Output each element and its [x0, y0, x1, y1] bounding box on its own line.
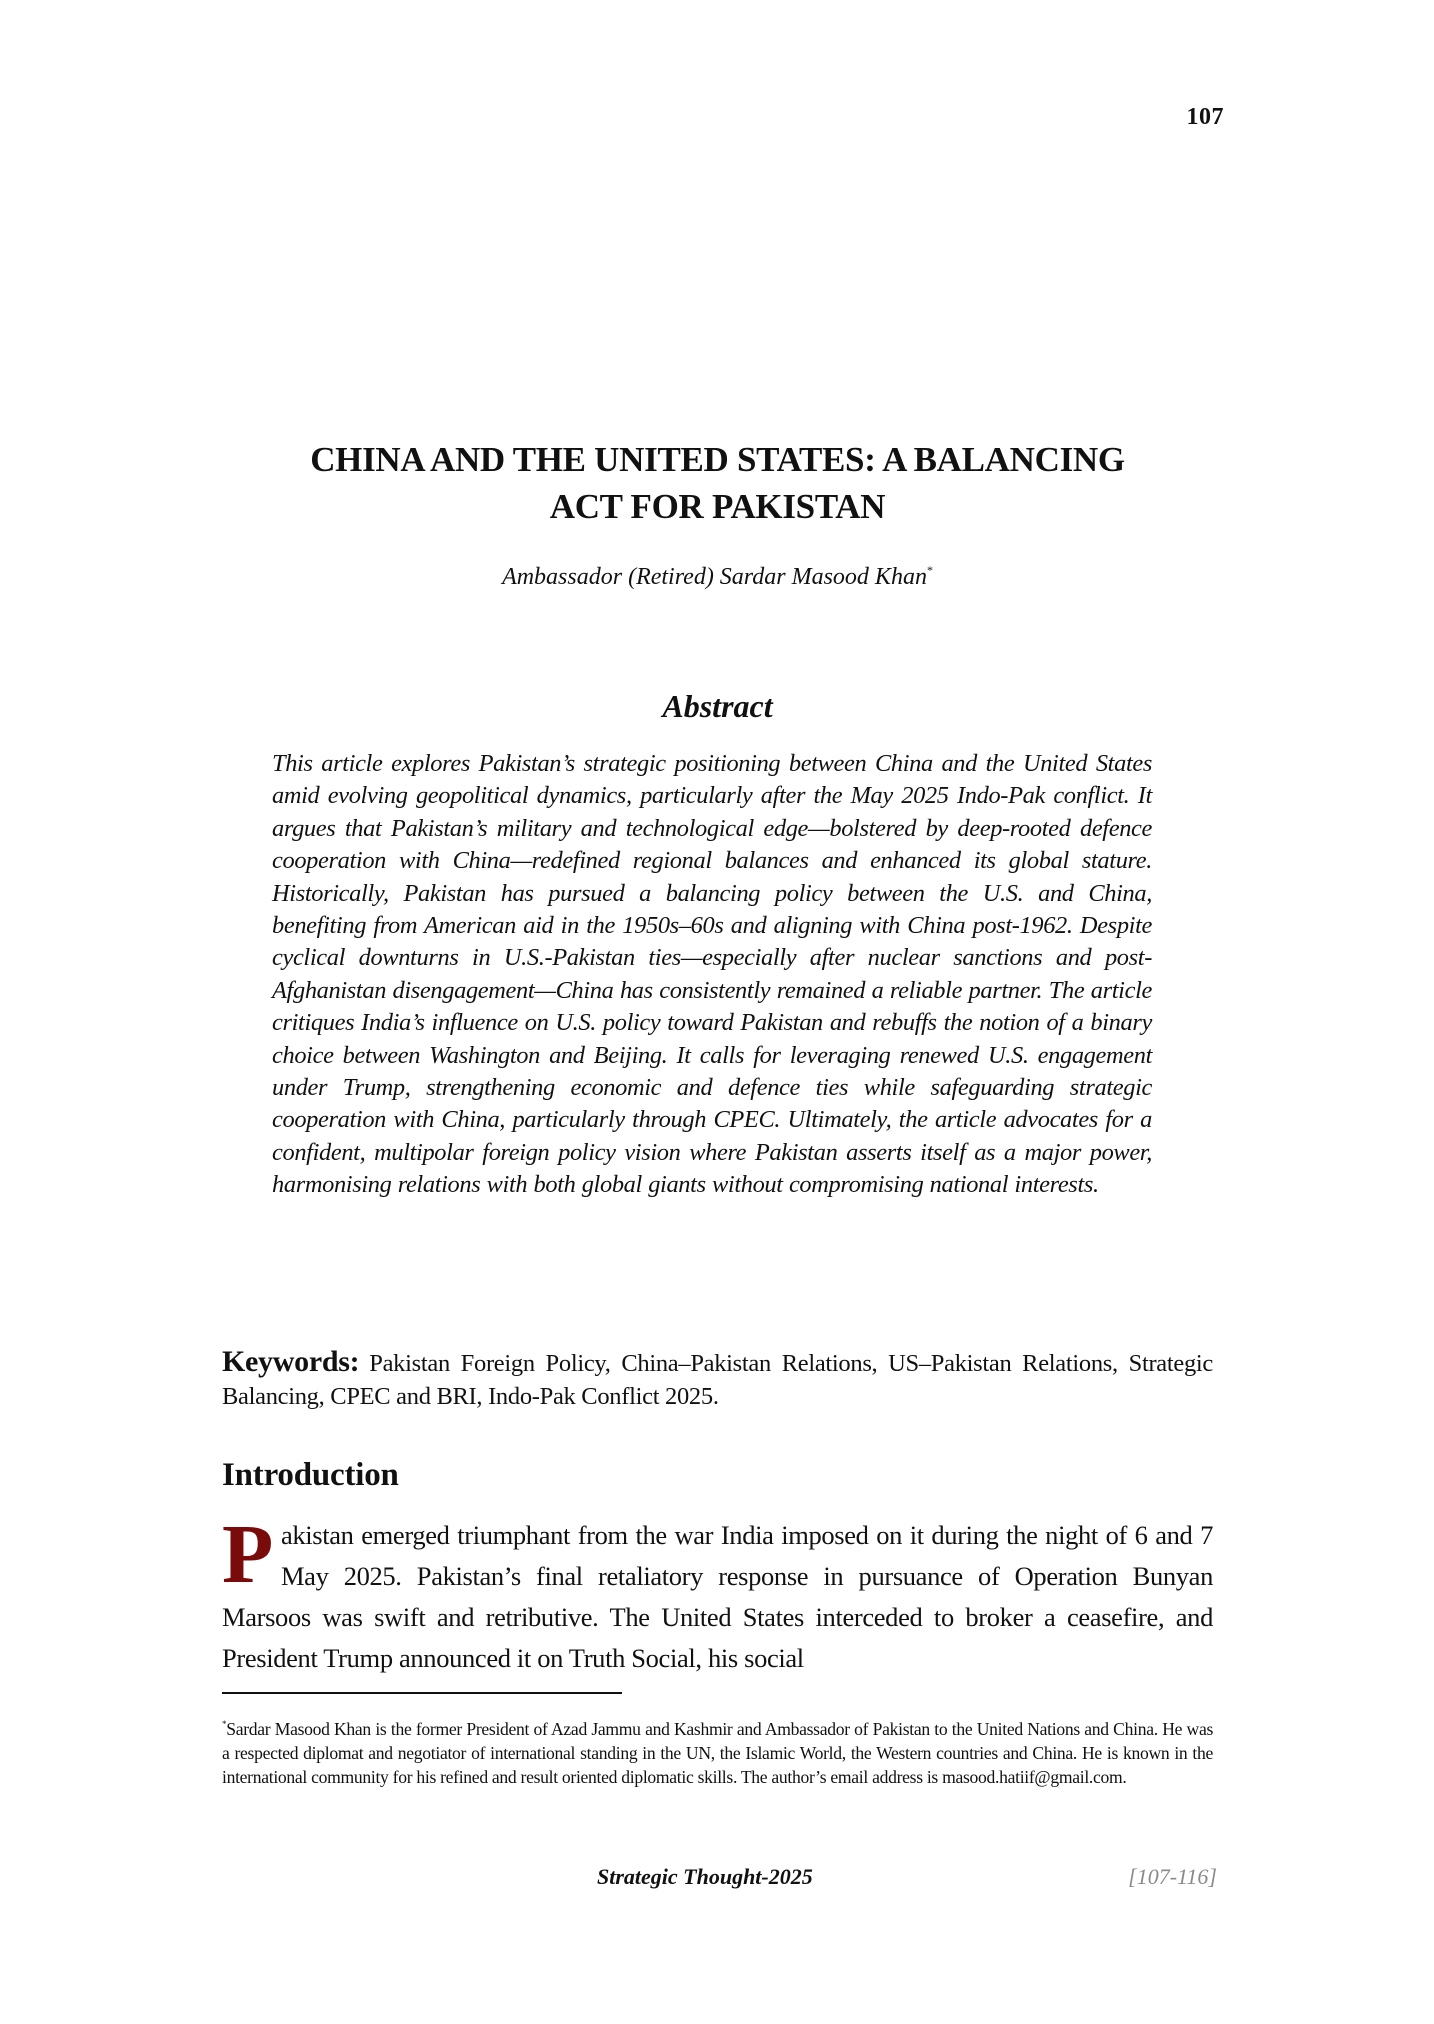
author-name: Ambassador (Retired) Sardar Masood Khan: [502, 564, 927, 590]
footnote: [222, 1712, 1213, 1789]
footnote-text: Sardar Masood Khan is the former President of Azad Jammu and Kashmir and Ambassador of Pakistan to the United Nations and China. He was a respected diplomat and negotiator of international standing in the UN, the Islamic World, the Western countries and China. He is known in the international community for his refined and result oriented diplomatic skills. The author’s email address is masood.hatiif@gmail.com.: [222, 1719, 1213, 1787]
author-footnote-marker[interactable]: *: [926, 563, 933, 577]
abstract-heading: Abstract: [662, 688, 773, 724]
drop-cap: P: [222, 1508, 273, 1601]
abstract-text: This article explores Pakistan’s strategic positioning between China and the United States amid evolving geopolitical dynamics, particularly after the May 2025 Indo-Pak conflict. It argues that Pakistan’s military and technological edge—bolstered by deep-rooted defence cooperation with China—redefined regional balances and enhanced its global stature. Historically, Pakistan has pursued a balancing policy between the U.S. and China, benefiting from American aid in the 1950s–60s and aligning with China post-1962. Despite cyclical downturns in U.S.-Pakistan ties—especially after nuclear sanctions and post-Afghanistan disengagement—China has consistently remained a reliable partner. The article critiques India’s influence on U.S. policy toward Pakistan and rebuffs the notion of a binary choice between Washington and Beijing. It calls for leveraging renewed U.S. engagement under Trump, strengthening economic and defence ties while safeguarding strategic cooperation with China, particularly through CPEC. Ultimately, the article advocates for a confident, multipolar foreign policy vision where Pakistan asserts itself as a major power, harmonising relations with both global giants without compromising national interests.: [272, 750, 1152, 1199]
introduction-paragraph: [222, 1508, 1213, 1679]
introduction-text: akistan emerged triumphant from the war India imposed on it during the night of 6 and 7 May 2025. Pakistan’s final retaliatory response in pursuance of Operation Bunyan Marsoos was swift and retributive. The United States interceded to broker a ceasefire, and President Trump announced it on Truth Social, his social: [222, 1520, 1213, 1673]
author-byline: [222, 563, 1213, 591]
keywords-text: Pakistan Foreign Policy, China–Pakistan Relations, US–Pakistan Relations, Strategic Balancing, CPEC and BRI, Indo-Pak Conflict 2025.: [222, 1350, 1213, 1410]
keywords: [222, 1345, 1213, 1413]
page-number: 107: [1186, 104, 1224, 130]
article-title-line-1: CHINA AND THE UNITED STATES: A BALANCING: [310, 440, 1125, 479]
footer-journal-name: Strategic Thought-2025: [597, 1864, 813, 1889]
section-heading-introduction: Introduction: [222, 1457, 399, 1493]
article-title-line-2: ACT FOR PAKISTAN: [549, 487, 886, 526]
footnote-divider: [222, 1692, 622, 1694]
footer-page-range: [107-116]: [1128, 1864, 1217, 1889]
keywords-label: Keywords:: [222, 1345, 360, 1378]
footnote-marker: *: [222, 1719, 227, 1729]
article-title: [222, 436, 1213, 530]
